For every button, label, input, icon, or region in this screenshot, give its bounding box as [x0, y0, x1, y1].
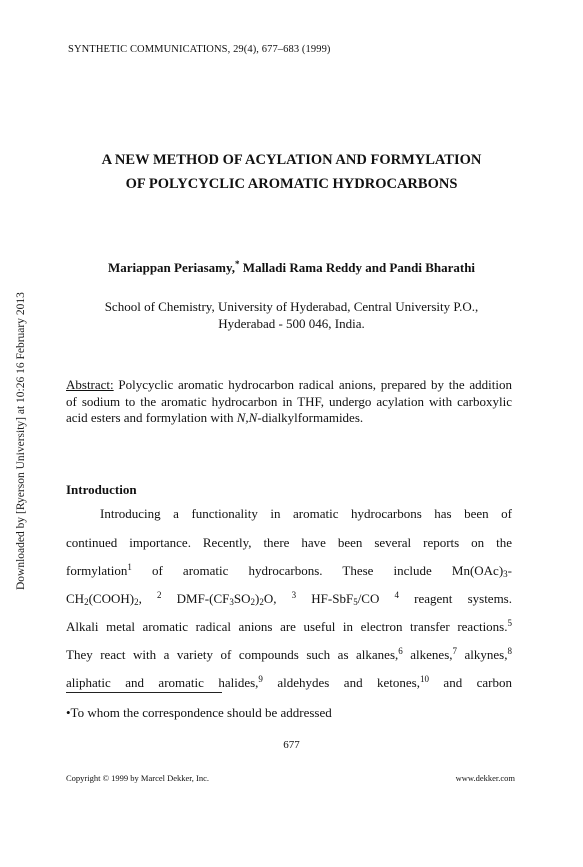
- copyright-notice: Copyright © 1999 by Marcel Dekker, Inc.: [66, 773, 210, 783]
- abstract-label: Abstract:: [66, 377, 114, 392]
- affiliation-line-2: Hyderabad - 500 046, India.: [218, 316, 365, 331]
- download-watermark: Downloaded by [Ryerson University] at 10:26 16 February 2013: [15, 292, 27, 590]
- author-first: Mariappan Periasamy,: [107, 260, 236, 275]
- footnote: •To whom the correspondence should be addressed: [66, 705, 332, 720]
- footnote-divider: [66, 692, 222, 693]
- affiliation-line-1: School of Chemistry, University of Hyderabad, Central University P.O.,: [104, 299, 479, 314]
- author-rest: Malladi Rama Reddy and Pandi Bharathi: [239, 260, 476, 275]
- journal-header: SYNTHETIC COMMUNICATIONS, 29(4), 677–683 (1999): [68, 44, 331, 55]
- section-heading: Introduction: [66, 482, 137, 497]
- abstract-italic: N,N: [236, 410, 258, 425]
- paper-title-line-2: OF POLYCYCLIC AROMATIC HYDROCARBONS: [125, 176, 458, 192]
- body-line-4: $CH_2(COOH)_2$, $^2$ DMF-$(CF_3SO_2)_2O$, $^3$ HF-SbF$_5$/CO $^4$ reagent systems.: [66, 590, 512, 607]
- body-line-3: formylation$^1$ of aromatic hydrocarbons. These include $Mn(OAc)_3-$: [66, 562, 512, 579]
- abstract-text-2: -dialkylformamides.: [257, 410, 364, 425]
- body-line-6: They react with a variety of compounds such as alkanes,$^6$ alkenes,$^7$ alkynes,$^8$: [66, 646, 512, 662]
- body-line-1: Introducing a functionality in aromatic hydrocarbons has been of: [100, 506, 512, 521]
- paper-title-line-1: A NEW METHOD OF ACYLATION AND FORMYLATION: [101, 152, 482, 168]
- author-list: [0, 260, 583, 276]
- publisher-website: www.dekker.com: [455, 773, 515, 783]
- body-line-7: aliphatic and aromatic halides,$^9$ aldehydes and ketones,$^{10}$ and carbon: [66, 674, 513, 690]
- body-line-2: continued importance. Recently, there have been several reports on the: [66, 535, 512, 550]
- abstract-text-1: Polycyclic aromatic hydrocarbon radical anions, prepared by the addition of sodium to the aromatic hydrocarbon in THF, undergo acylation with carboxylic acid esters and formylation with: [66, 377, 512, 425]
- corresponding-mark: *: [235, 259, 240, 269]
- affiliation: [0, 298, 583, 332]
- abstract: [66, 377, 512, 427]
- body-line-5: Alkali metal aromatic radical anions are useful in electron transfer reactions.$^5$: [66, 618, 512, 634]
- page-number: 677: [283, 739, 300, 751]
